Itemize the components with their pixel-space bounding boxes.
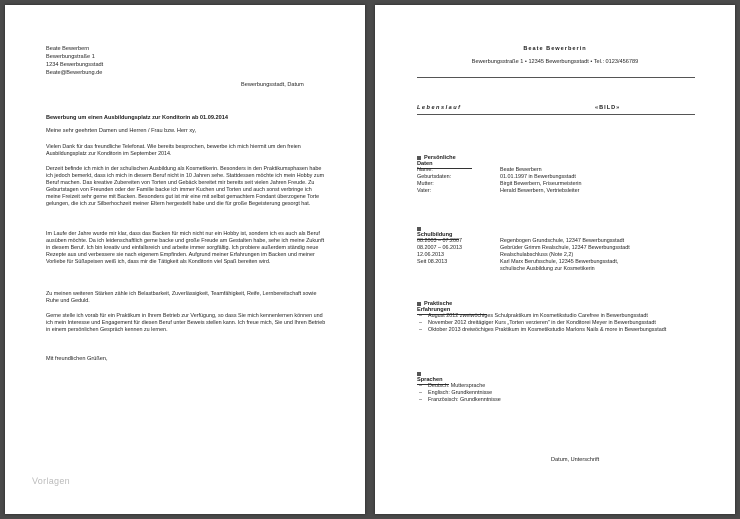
- list-item: – Französisch: Grundkenntnisse: [417, 397, 617, 404]
- cv-title: Lebenslauf: [417, 105, 462, 111]
- letter-salutation: Meine sehr geehrten Damen und Herren / Frau bzw. Herr xy,: [46, 128, 197, 134]
- sender-email: Beate@Bewerbung.de: [46, 70, 103, 76]
- section-bullet-icon: [417, 156, 421, 160]
- personal-row: Vater: Herald Bewerbern, Vertriebsleiter: [417, 188, 580, 194]
- letter-paragraph: Vielen Dank für das freundliche Telefonat. Wie bereits besprochen, bewerbe ich mich hiermit um den freien Ausbildungsplatz zur Konditorin im September 2014.: [46, 144, 301, 158]
- personal-row: Mutter: Birgit Bewerbern, Friseurmeisterin: [417, 181, 582, 187]
- sender-city: 1234 Bewerbungsstadt: [46, 62, 104, 68]
- section-languages-heading: Sprachen: [417, 371, 449, 385]
- letter-paragraph: Derzeit befinde ich mich in der schulischen Ausbildung als Kosmetikerin. Besonders in den Praktikumsphasen habe ich jedoch bemerkt, dass ich mich in diesem Beruf nicht in 10 Jahren sehe. Stattdessen möchte ich mein Hobby zum Beruf machen. Das kreative Zubereiten von Torten und Gebäck bereitet mir bereits seit vielen Jahren Freude. Zu Geburtstagen von Freunden oder der Familie backe ich immer Kuchen und Torten und auch sonst verbringe ich meine Freizeit sehr gerne mit Backen. Besonders gut ist mir eine mit selbst gemachtem Fondant überzogene Torte gelungen, die ich zur Silberhochzeit meiner Eltern hergestellt habe und die für große Begeisterung gesorgt hat.: [46, 166, 325, 208]
- school-row: schulische Ausbildung zur Kosmetikerin: [500, 266, 595, 272]
- letter-closing: Mit freundlichen Grüßen,: [46, 356, 108, 362]
- school-row: 12.06.2013 Realschulabschluss (Note 2,2): [417, 252, 574, 258]
- section-bullet-icon: [417, 302, 421, 306]
- cv-page: [375, 5, 735, 514]
- list-item: – Oktober 2013 dreiwöchiges Praktikum im Kosmetikstudio Marlons Nails & more in Bewerbungsstadt: [417, 327, 697, 334]
- cover-letter-page: [5, 5, 365, 514]
- cv-contact: Bewerbungsstraße 1 • 12345 Bewerbungsstadt • Tel.: 0123/456789: [471, 59, 639, 65]
- divider: [417, 77, 695, 78]
- list-item: – Englisch: Grundkenntnisse: [417, 390, 617, 397]
- letter-subject: Bewerbung um einen Ausbildungsplatz zur Konditorin ab 01.09.2014: [46, 115, 228, 121]
- personal-data-table: [417, 167, 581, 195]
- sender-street: Bewerbungstraße 1: [46, 54, 95, 60]
- letter-paragraph: Im Laufe der Jahre wurde mir klar, dass das Backen für mich nicht nur ein Hobby ist, sondern ich es auch als Beruf ausüben möchte. Da ich leidenschaftlich gerne backe und große Freude am Gestalten habe, sehe ich meine Zukunft in diesem Beruf. Ich bin kreativ und einfallsreich und arbeite immer sorgfältig. Ich probiere außerdem ständig neue Rezepte aus und verbessere sie nach eigenem Empfinden. Aufgrund meiner Erfahrungen im Backen und meiner Vorliebe für Süßspeisen weiß ich, dass mir die Tätigkeit als Konditorin viel Spaß bereiten wird.: [46, 231, 325, 266]
- photo-placeholder: «BILD»: [595, 105, 621, 111]
- list-item: – August 2012 zweiwöchiges Schulpraktikum im Kosmetikstudio Carefree in Bewerbungsstadt: [417, 313, 697, 320]
- letter-paragraph: Zu meinen weiteren Stärken zähle ich Belastbarkeit, Zuverlässigkeit, Teamfähigkeit, Reife, Lernbereitschaft sowie Ruhe und Geduld.: [46, 291, 317, 305]
- practice-list: [417, 313, 697, 334]
- school-table: [417, 238, 630, 273]
- place-date: Bewerbungsstadt, Datum: [241, 82, 304, 88]
- section-bullet-icon: [417, 372, 421, 376]
- sender-name: Beate Bewerbern: [46, 46, 90, 52]
- cv-name: Beate Bewerberin: [523, 46, 587, 52]
- section-personal-heading: Persönliche Daten: [417, 155, 472, 169]
- personal-row: Name: Beate Bewerbern: [417, 167, 542, 173]
- section-bullet-icon: [417, 227, 421, 231]
- letter-paragraph: Gerne stelle ich vorab für ein Praktikum in Ihrem Betrieb zur Verfügung, so dass Sie mich kennenlernen können und ich mein Interesse und Engagement für diesen Beruf unter Beweis stellen kann. Ich freue mich, Sie und Ihren Betrieb in einem persönlichen Gespräch kennen zu lernen.: [46, 313, 326, 334]
- school-row: 08.2007 – 06.2013 Gebrüder Grimm Realschule, 12347 Bewerbungsstadt: [417, 245, 630, 251]
- watermark: Vorlagen: [32, 476, 70, 486]
- list-item: – Deutsch: Muttersprache: [417, 383, 617, 390]
- list-item: – November 2012 dreitägiger Kurs „Torten verzieren" in der Konditorei Meyer in Bewerbungsstadt: [417, 320, 697, 327]
- section-practice-heading: Praktische Erfahrungen: [417, 301, 487, 315]
- signature-line: Datum, Unterschrift: [551, 457, 600, 463]
- section-school-heading: Schulbildung: [417, 226, 459, 240]
- languages-list: [417, 383, 617, 404]
- divider: [417, 114, 695, 115]
- personal-row: Geburtsdaten: 01.01.1997 in Bewerbungsstadt: [417, 174, 576, 180]
- school-row: Seit 08.2013 Karl Marx Berufsschule, 12345 Bewerbungsstadt,: [417, 259, 619, 265]
- school-row: 08.2003 – 07.2007 Regenbogen Grundschule, 12347 Bewerbungsstadt: [417, 238, 625, 244]
